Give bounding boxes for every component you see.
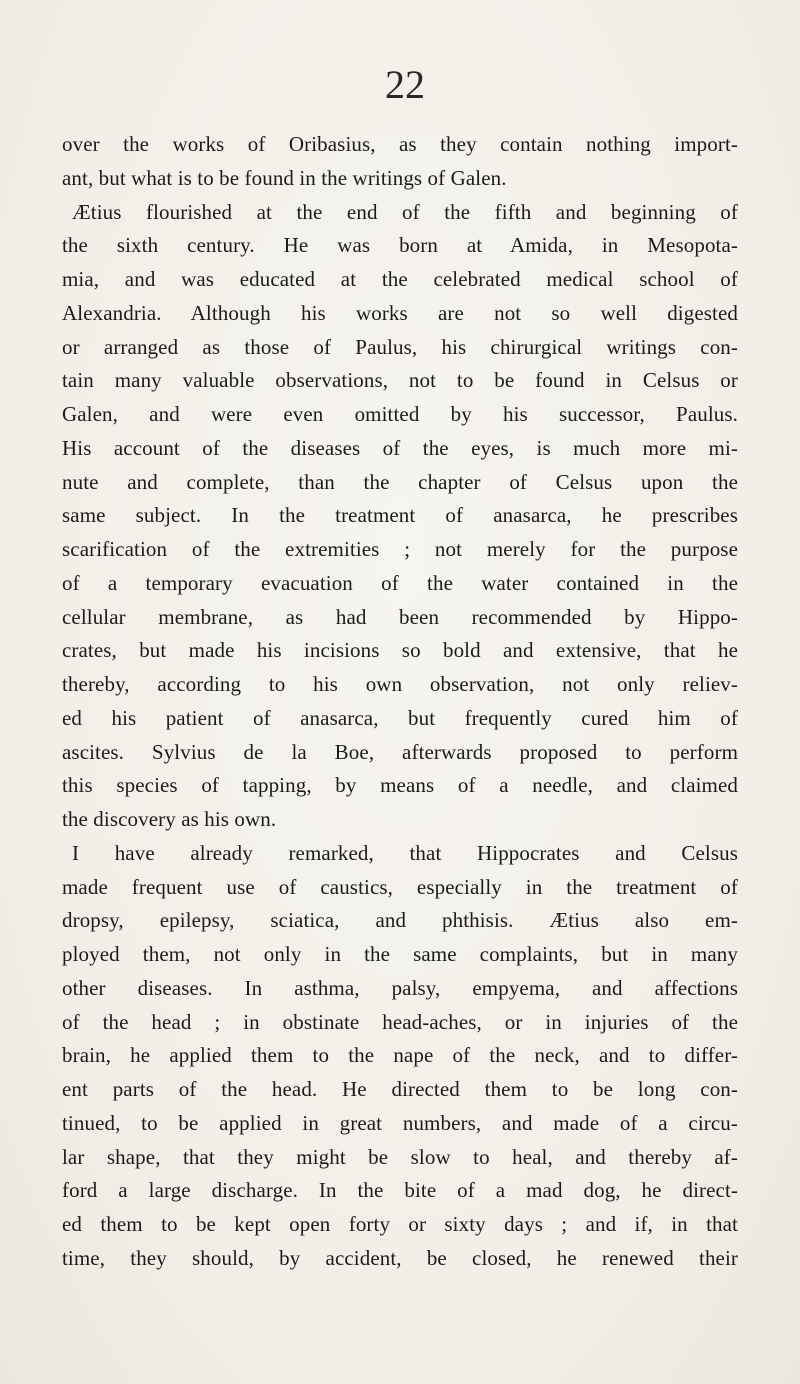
page-number: 22 bbox=[385, 62, 425, 107]
text-line: ant, but what is to be found in the writings of Galen. bbox=[62, 165, 507, 190]
text-line: thereby, according to his own observation, not only reliev- bbox=[62, 672, 738, 696]
text-line: time, they should, by accident, be closed, he renewed their bbox=[62, 1245, 738, 1270]
text-line: Galen, and were even omitted by his successor, Paulus. bbox=[62, 402, 738, 426]
text-line: crates, but made his incisions so bold and extensive, that he bbox=[62, 638, 738, 663]
text-line: ed his patient of anasarca, but frequently cured him of bbox=[62, 705, 738, 730]
text-line: of a temporary evacuation of the water contained in the bbox=[62, 570, 738, 595]
text-line: the discovery as his own. bbox=[62, 807, 277, 831]
text-line: mia, and was educated at the celebrated medical school of bbox=[62, 267, 738, 291]
text-line: lar shape, that they might be slow to heal, and thereby af- bbox=[62, 1144, 738, 1169]
text-line: Alexandria. Although his works are not so well digested bbox=[62, 300, 738, 325]
text-line: dropsy, epilepsy, sciatica, and phthisis. Ætius also em- bbox=[62, 908, 738, 933]
text-line: ford a large discharge. In the bite of a mad dog, he direct- bbox=[62, 1178, 738, 1203]
text-line: over the works of Oribasius, as they contain nothing import- bbox=[62, 132, 738, 156]
text-line: scarification of the extremities ; not merely for the purpose bbox=[62, 537, 738, 561]
text-line: ed them to be kept open forty or sixty days ; and if, in that bbox=[62, 1212, 738, 1236]
text-line: cellular membrane, as had been recommended by Hippo- bbox=[62, 604, 738, 629]
text-line: tinued, to be applied in great numbers, and made of a circu- bbox=[62, 1110, 738, 1135]
text-line: His account of the diseases of the eyes, is much more mi- bbox=[62, 435, 738, 460]
text-line: the sixth century. He was born at Amida, in Mesopota- bbox=[62, 233, 738, 258]
text-line: same subject. In the treatment of anasarca, he prescribes bbox=[62, 503, 738, 528]
body-text bbox=[62, 128, 738, 1276]
text-line: Ætius flourished at the end of the fifth and beginning of bbox=[72, 199, 738, 224]
text-line: other diseases. In asthma, palsy, empyema, and affections bbox=[62, 975, 738, 1000]
text-line: this species of tapping, by means of a needle, and claimed bbox=[62, 773, 738, 798]
text-line: ascites. Sylvius de la Boe, afterwards proposed to perform bbox=[62, 739, 738, 764]
text-line: ployed them, not only in the same complaints, but in many bbox=[62, 942, 738, 966]
text-line: of the head ; in obstinate head-aches, or in injuries of the bbox=[62, 1009, 738, 1034]
text-line: I have already remarked, that Hippocrates and Celsus bbox=[72, 840, 738, 865]
text-line: ent parts of the head. He directed them to be long con- bbox=[62, 1077, 738, 1101]
text-line: brain, he applied them to the nape of the neck, and to differ- bbox=[62, 1043, 738, 1068]
text-line: or arranged as those of Paulus, his chirurgical writings con- bbox=[62, 334, 738, 359]
text-line: nute and complete, than the chapter of Celsus upon the bbox=[62, 469, 738, 494]
text-line: tain many valuable observations, not to be found in Celsus or bbox=[62, 368, 738, 393]
text-line: made frequent use of caustics, especially in the treatment of bbox=[62, 874, 738, 899]
